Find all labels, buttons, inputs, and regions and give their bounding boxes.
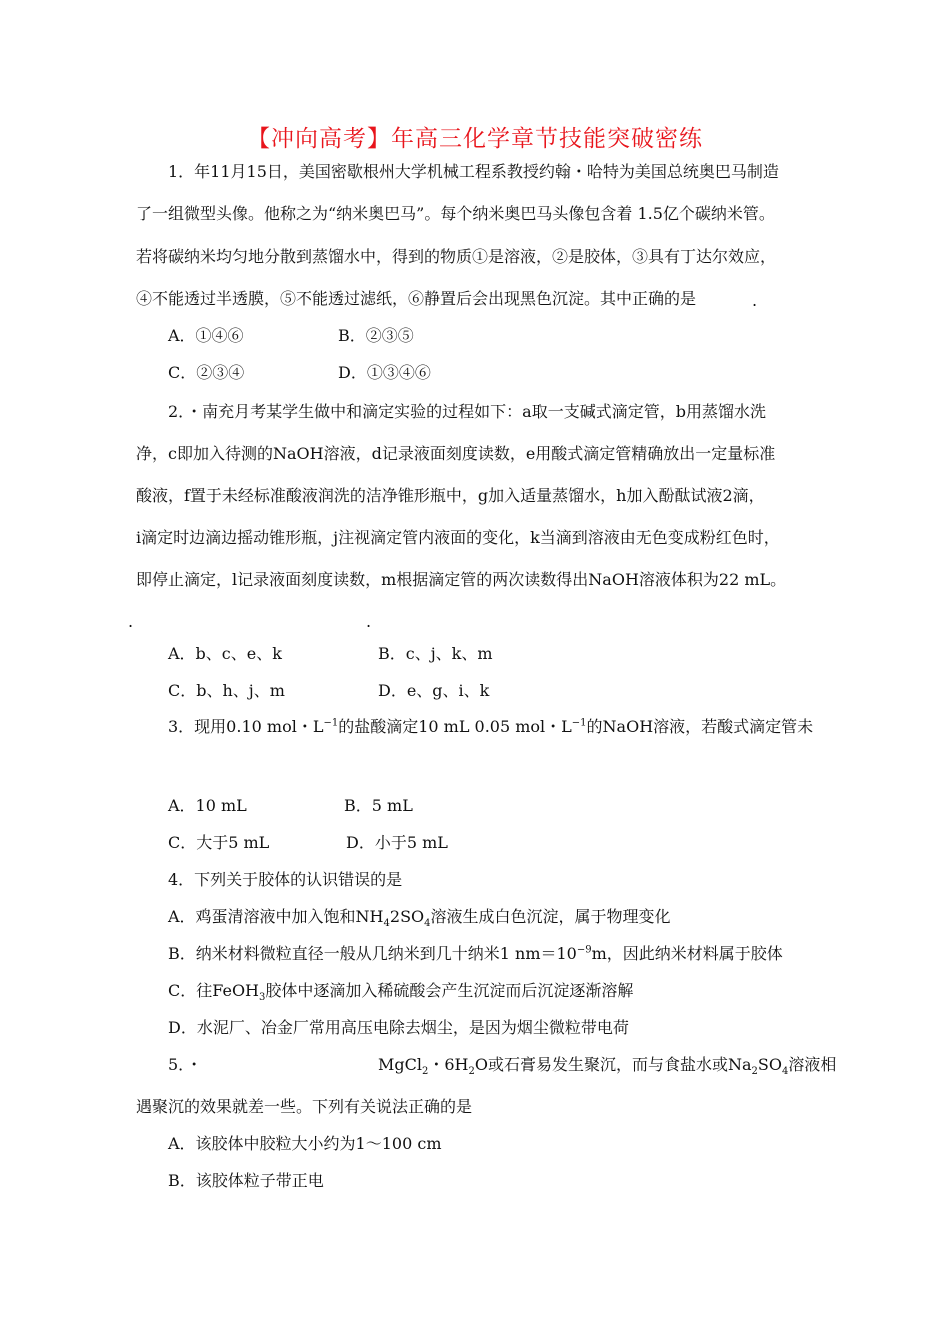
q2-option-d: D．e、g、i、k [378, 681, 490, 700]
q4-option-a-sub-2: 4 [424, 918, 431, 930]
q2-dot-2: . [366, 612, 372, 631]
q4-option-a-pre: A．鸡蛋清溶液中加入饱和NH [168, 907, 384, 926]
q3-sup-2: −1 [571, 717, 587, 729]
q2-dot-1: . [128, 612, 134, 631]
q3-option-d: D．小于5 mL [346, 833, 448, 852]
q4-option-c [168, 980, 633, 1002]
q2-line-5: 即停止滴定，l记录液面刻度读数，m根据滴定管的两次读数得出NaOH溶液体积为22 mL。 [136, 570, 787, 589]
q3-stem-pre: 3．现用0.10 mol・L [168, 717, 324, 736]
q4-option-c-sub: 3 [259, 992, 266, 1004]
q2-line-2: 净，c即加入待测的NaOH溶液，d记录液面刻度读数，e用酸式滴定管精确放出一定量标准 [136, 444, 776, 463]
q1-line-1: 1．年11月15日，美国密歇根州大学机械工程系教授约翰・哈特为美国总统奥巴马制造 [168, 162, 779, 181]
q4-option-a [168, 906, 671, 928]
q5-sub-4: 4 [782, 1066, 789, 1078]
q4-option-b-post: m，因此纳米材料属于胶体 [591, 944, 783, 963]
q5-line-2: 遇聚沉的效果就差一些。下列有关说法正确的是 [136, 1097, 473, 1116]
document-title: 【冲向高考】年高三化学章节技能突破密练 [247, 126, 703, 152]
q3-stem [168, 716, 813, 738]
q5-line-1-mid2: O或石膏易发生聚沉，而与食盐水或Na [474, 1055, 752, 1074]
q1-end-dot: . [752, 291, 758, 310]
q5-line-1-mid3: SO [757, 1055, 782, 1074]
q1-line-4: ④不能透过半透膜，⑤不能透过滤纸，⑥静置后会出现黑色沉淀。其中正确的是 [136, 289, 697, 308]
q4-option-c-pre: C．往FeOH [168, 981, 260, 1000]
q4-option-d: D．水泥厂、冶金厂常用高压电除去烟尘，是因为烟尘微粒带电荷 [168, 1018, 629, 1037]
q4-option-c-post: 胶体中逐滴加入稀硫酸会产生沉淀而后沉淀逐渐溶解 [265, 981, 634, 1000]
q4-option-a-post: 溶液生成白色沉淀，属于物理变化 [430, 907, 671, 926]
q5-sub-3: 2 [751, 1066, 758, 1078]
q3-option-b: B．5 mL [344, 796, 413, 815]
q5-line-1-post: 溶液相 [788, 1055, 837, 1074]
q1-option-a: A．①④⑥ [168, 326, 244, 345]
q1-option-d: D．①③④⑥ [338, 363, 431, 382]
q5-option-a: A．该胶体中胶粒大小约为1～100 cm [168, 1134, 442, 1153]
q3-sup-1: −1 [323, 717, 339, 729]
q5-line-1-mid: ・6H [428, 1055, 469, 1074]
q2-option-b: B．c、j、k、m [378, 644, 493, 663]
q5-line-1-pre: MgCl [378, 1055, 422, 1074]
q5-option-b: B．该胶体粒子带正电 [168, 1171, 324, 1190]
q5-sub-2: 2 [468, 1066, 475, 1078]
q4-option-a-sub-1: 4 [383, 918, 390, 930]
q4-option-b-sup: −9 [576, 944, 592, 956]
q1-option-b: B．②③⑤ [338, 326, 414, 345]
q3-option-a: A．10 mL [168, 796, 247, 815]
q4-option-a-mid: 2SO [389, 907, 425, 926]
q4-option-b-pre: B．纳米材料微粒直径一般从几纳米到几十纳米1 nm＝10 [168, 944, 577, 963]
q2-line-3: 酸液，f置于未经标准酸液润洗的洁净锥形瓶中，g加入适量蒸馏水，h加入酚酞试液2滴， [136, 486, 765, 505]
q5-sub-1: 2 [421, 1066, 429, 1078]
q2-line-1: 2．・南充月考某学生做中和滴定实验的过程如下：a取一支碱式滴定管，b用蒸馏水洗 [168, 402, 766, 421]
q2-option-a: A．b、c、e、k [168, 644, 282, 663]
q3-stem-post: 的NaOH溶液，若酸式滴定管未 [586, 717, 814, 736]
q1-line-3: 若将碳纳米均匀地分散到蒸馏水中，得到的物质①是溶液，②是胶体，③具有丁达尔效应， [136, 247, 777, 266]
q4-option-b [168, 943, 783, 965]
q1-line-2: 了一组微型头像。他称之为“纳米奥巴马”。每个纳米奥巴马头像包含着 1.5亿个碳纳米管。 [136, 204, 775, 223]
q3-option-c: C．大于5 mL [168, 833, 270, 852]
q3-stem-mid: 的盐酸滴定10 mL 0.05 mol・L [338, 717, 572, 736]
q2-option-c: C．b、h、j、m [168, 681, 285, 700]
q4-stem: 4．下列关于胶体的认识错误的是 [168, 870, 403, 889]
q5-number: 5．・ [168, 1055, 203, 1074]
q5-line-1 [378, 1054, 836, 1076]
q2-line-4: i滴定时边滴边摇动锥形瓶，j注视滴定管内液面的变化，k当滴到溶液由无色变成粉红色时， [136, 528, 780, 547]
q1-option-c: C．②③④ [168, 363, 245, 382]
